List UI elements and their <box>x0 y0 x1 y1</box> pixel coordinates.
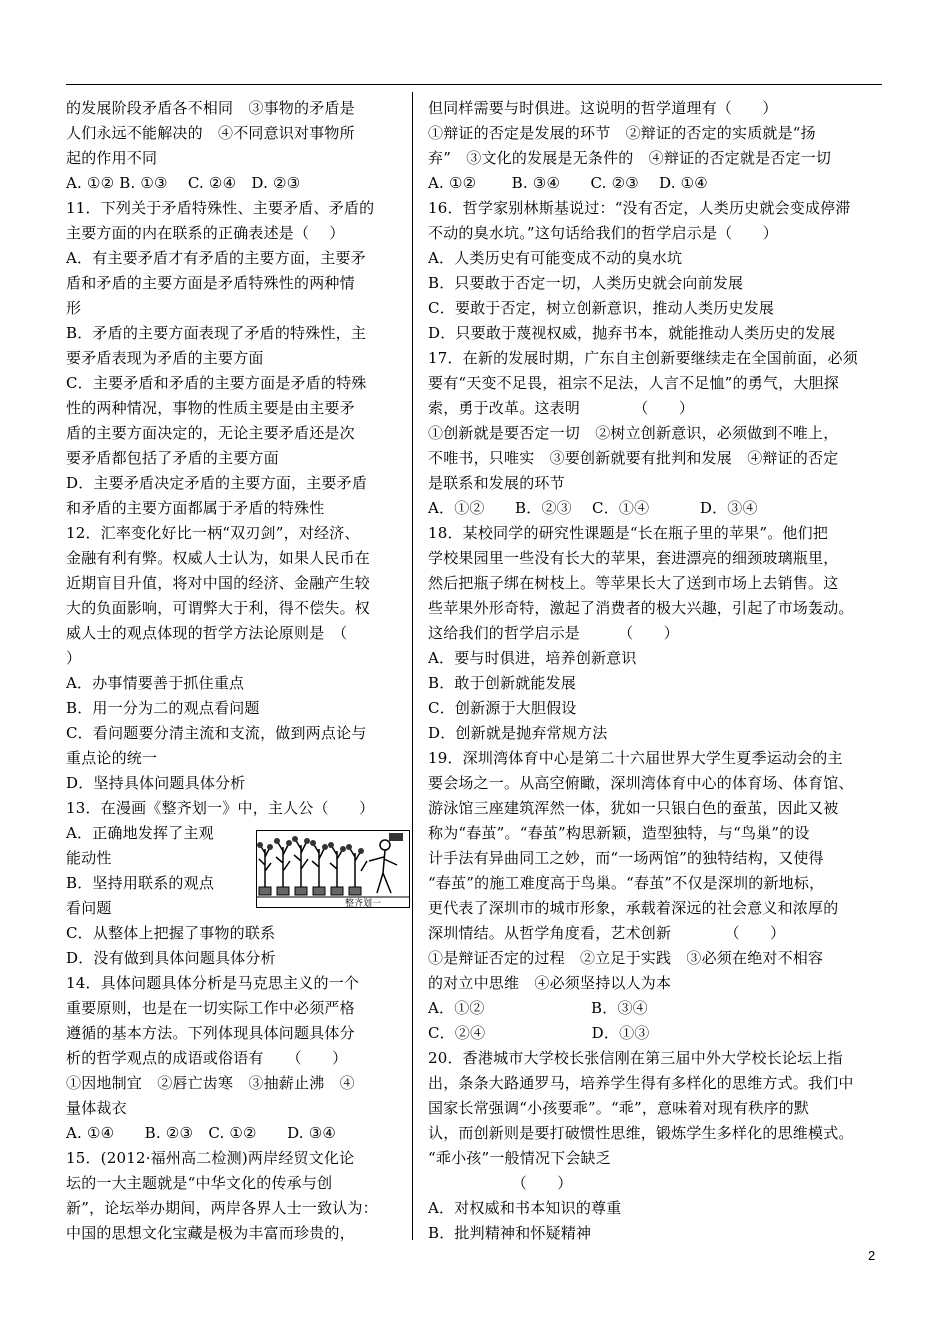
text-line: A. ①② B. ③④ C. ②③ D. ①④ <box>428 174 708 192</box>
text-line: 深圳情结。从哲学角度看，艺术创新 （ ） <box>428 924 786 942</box>
text-line: 计手法有异曲同工之妙，而“一场两馆”的独特结构，又使得 <box>428 849 824 867</box>
text-line: 盾和矛盾的主要方面是矛盾特殊性的两种情 <box>66 274 355 292</box>
text-line: 性的两种情况，事物的性质主要是由主要矛 <box>66 399 355 417</box>
page-number: 2 <box>868 1248 876 1263</box>
text-line: 要矛盾都包括了矛盾的主要方面 <box>66 449 279 467</box>
text-line: 称为“春茧”。“春茧”构思新颖，造型独特，与“鸟巢”的设 <box>428 824 810 842</box>
text-line: C．从整体上把握了事物的联系 <box>66 924 276 942</box>
text-line: A. ①④ B. ②③ C. ①② D. ③④ <box>66 1124 337 1142</box>
text-line: 金融有利有弊。权威人士认为，如果人民币在 <box>66 549 371 567</box>
text-line: 遵循的基本方法。下列体现具体问题具体分 <box>66 1024 355 1042</box>
text-line: C．创新源于大胆假设 <box>428 699 577 717</box>
text-line: 14．具体问题具体分析是马克思主义的一个 <box>66 974 360 992</box>
text-line: ①因地制宜 ②唇亡齿寒 ③抽薪止沸 ④ <box>66 1074 355 1092</box>
text-line: A．有主要矛盾才有矛盾的主要方面，主要矛 <box>66 249 366 267</box>
column-divider <box>412 92 413 1240</box>
text-line: 索，勇于改革。这表明 （ ） <box>428 399 695 417</box>
text-line: 17．在新的发展时期，广东自主创新要继续走在全国前面，必须 <box>428 349 858 367</box>
text-line: 游泳馆三座建筑浑然一体，犹如一只银白色的蚕茧，因此又被 <box>428 799 839 817</box>
text-line: 13．在漫画《整齐划一》中，主人公（ ） <box>66 799 375 817</box>
text-line: 19．深圳湾体育中心是第二十六届世界大学生夏季运动会的主 <box>428 749 843 767</box>
text-line: 弃” ③文化的发展是无条件的 ④辩证的否定就是否定一切 <box>428 149 832 167</box>
text-line: ①创新就是要否定一切 ②树立创新意识，必须做到不唯上， <box>428 424 839 442</box>
text-line: B．矛盾的主要方面表现了矛盾的特殊性，主 <box>66 324 367 342</box>
text-line: 的发展阶段矛盾各不相同 ③事物的矛盾是 <box>66 99 355 117</box>
text-line: 20．香港城市大学校长张信刚在第三届中外大学校长论坛上指 <box>428 1049 843 1067</box>
text-line: D．坚持具体问题具体分析 <box>66 774 246 792</box>
text-line: C．主要矛盾和矛盾的主要方面是矛盾的特殊 <box>66 374 367 392</box>
text-line: 不动的臭水坑。”这句话给我们的哲学启示是（ ） <box>428 224 778 242</box>
text-line: 形 <box>66 299 82 317</box>
text-line: 11．下列关于矛盾特殊性、主要矛盾、矛盾的 <box>66 199 375 217</box>
text-line: A．①② B．③④ <box>428 999 648 1017</box>
text-line: 认，而创新则是要打破惯性思维，锻炼学生多样化的思维模式。 <box>428 1124 854 1142</box>
header-rule <box>66 84 882 85</box>
text-line: 更代表了深圳市的城市形象，承载着深远的社会意义和浓厚的 <box>428 899 839 917</box>
text-line: C．要敢于否定，树立创新意识，推动人类历史发展 <box>428 299 775 317</box>
text-line: A．对权威和书本知识的尊重 <box>428 1199 622 1217</box>
text-line: 量体裁衣 <box>66 1099 127 1117</box>
text-line: 新”，论坛举办期间，两岸各界人士一致认为： <box>66 1199 378 1217</box>
text-line: 威人士的观点体现的哲学方法论原则是 （ <box>66 624 348 642</box>
text-line: “春茧”的施工难度高于鸟巢。“春茧”不仅是深圳的新地标， <box>428 874 825 892</box>
text-line: 中国的思想文化宝藏是极为丰富而珍贵的， <box>66 1224 355 1242</box>
text-line: B．坚持用联系的观点 <box>66 874 215 892</box>
text-line: A．①② B．②③ C．①④ D．③④ <box>428 499 758 517</box>
text-line: A．办事情要善于抓住重点 <box>66 674 245 692</box>
text-line: 坛的一大主题就是“中华文化的传承与创 <box>66 1174 333 1192</box>
right-column <box>428 96 890 1246</box>
text-line: 这给我们的哲学启示是 （ ） <box>428 624 679 642</box>
text-line: 学校果园里一些没有长大的苹果，套进漂亮的细颈玻璃瓶里， <box>428 549 839 567</box>
text-line: 主要方面的内在联系的正确表述是（ ） <box>66 224 345 242</box>
text-line: 不唯书，只唯实 ③要创新就要有批判和发展 ④辩证的否定 <box>428 449 839 467</box>
comic-drawing <box>257 831 409 907</box>
text-line: 出，条条大路通罗马，培养学生得有多样化的思维方式。我们中 <box>428 1074 854 1092</box>
text-line: D．没有做到具体问题具体分析 <box>66 949 276 967</box>
text-line: 18．某校同学的研究性课题是“长在瓶子里的苹果”。他们把 <box>428 524 829 542</box>
text-line: （ ） <box>428 1174 573 1192</box>
text-line: 看问题 <box>66 899 112 917</box>
text-line: 重要原则，也是在一切实际工作中必须严格 <box>66 999 355 1017</box>
text-line: ①辩证的否定是发展的环节 ②辩证的否定的实质就是“扬 <box>428 124 816 142</box>
text-line: A．要与时俱进，培养创新意识 <box>428 649 637 667</box>
text-line: D．主要矛盾决定矛盾的主要方面，主要矛盾 <box>66 474 368 492</box>
text-line: D．只要敢于蔑视权威，抛弃书本，就能推动人类历史的发展 <box>428 324 836 342</box>
text-line: 16．哲学家别林斯基说过：“没有否定，人类历史就会变成停滞 <box>428 199 851 217</box>
text-line: 是联系和发展的环节 <box>428 474 565 492</box>
text-line: 盾的主要方面决定的，无论主要矛盾还是次 <box>66 424 355 442</box>
text-line: 近期盲目升值，将对中国的经济、金融产生较 <box>66 574 371 592</box>
text-line: A．人类历史有可能变成不动的臭水坑 <box>428 249 683 267</box>
comic-caption: 整齐划一 <box>345 899 382 907</box>
text-line: 重点论的统一 <box>66 749 158 767</box>
text-line: “乖小孩”一般情况下会缺乏 <box>428 1149 611 1167</box>
left-column <box>66 96 404 1246</box>
text-line: ） <box>66 649 82 667</box>
text-line: 些苹果外形奇特，激起了消费者的极大兴趣，引起了市场轰动。 <box>428 599 854 617</box>
text-line: 要矛盾表现为矛盾的主要方面 <box>66 349 264 367</box>
text-line: B．只要敢于否定一切，人类历史就会向前发展 <box>428 274 744 292</box>
text-line: C．看问题要分清主流和支流，做到两点论与 <box>66 724 367 742</box>
text-line: B．批判精神和怀疑精神 <box>428 1224 592 1242</box>
text-line: 析的哲学观点的成语或俗语有 （ ） <box>66 1049 348 1067</box>
text-line: 然后把瓶子绑在树枝上。等苹果长大了送到市场上去销售。这 <box>428 574 839 592</box>
text-line: B．敢于创新就能发展 <box>428 674 577 692</box>
text-line: B．用一分为二的观点看问题 <box>66 699 260 717</box>
text-line: A. ①② B. ①③ C. ②④ D. ②③ <box>66 174 301 192</box>
text-line: 和矛盾的主要方面都属于矛盾的特殊性 <box>66 499 325 517</box>
text-line: 15．(2012·福州高二检测)两岸经贸文化论 <box>66 1149 355 1167</box>
text-line: D．创新就是抛弃常规方法 <box>428 724 608 742</box>
text-line: A．正确地发挥了主观 <box>66 824 214 842</box>
text-line: 大的负面影响，可谓弊大于利，得不偿失。权 <box>66 599 371 617</box>
text-line: 起的作用不同 <box>66 149 158 167</box>
text-line: ①是辩证否定的过程 ②立足于实践 ③必须在绝对不相容 <box>428 949 824 967</box>
text-line: 能动性 <box>66 849 112 867</box>
text-line: 要有“天变不足畏，祖宗不足法，人言不足恤”的勇气，大胆探 <box>428 374 839 392</box>
text-line: 12．汇率变化好比一柄“双刃剑”，对经济、 <box>66 524 360 542</box>
text-line: 但同样需要与时俱进。这说明的哲学道理有（ ） <box>428 99 778 117</box>
text-line: 的对立中思维 ④必须坚持以人为本 <box>428 974 672 992</box>
text-line: 人们永远不能解决的 ④不同意识对事物所 <box>66 124 355 142</box>
comic-illustration <box>256 830 410 908</box>
text-line: C．②④ D．①③ <box>428 1024 650 1042</box>
text-line: 国家长常强调“小孩要乖”。“乖”，意味着对现有秩序的默 <box>428 1099 810 1117</box>
text-line: 要会场之一。从高空俯瞰，深圳湾体育中心的体育场、体育馆、 <box>428 774 854 792</box>
